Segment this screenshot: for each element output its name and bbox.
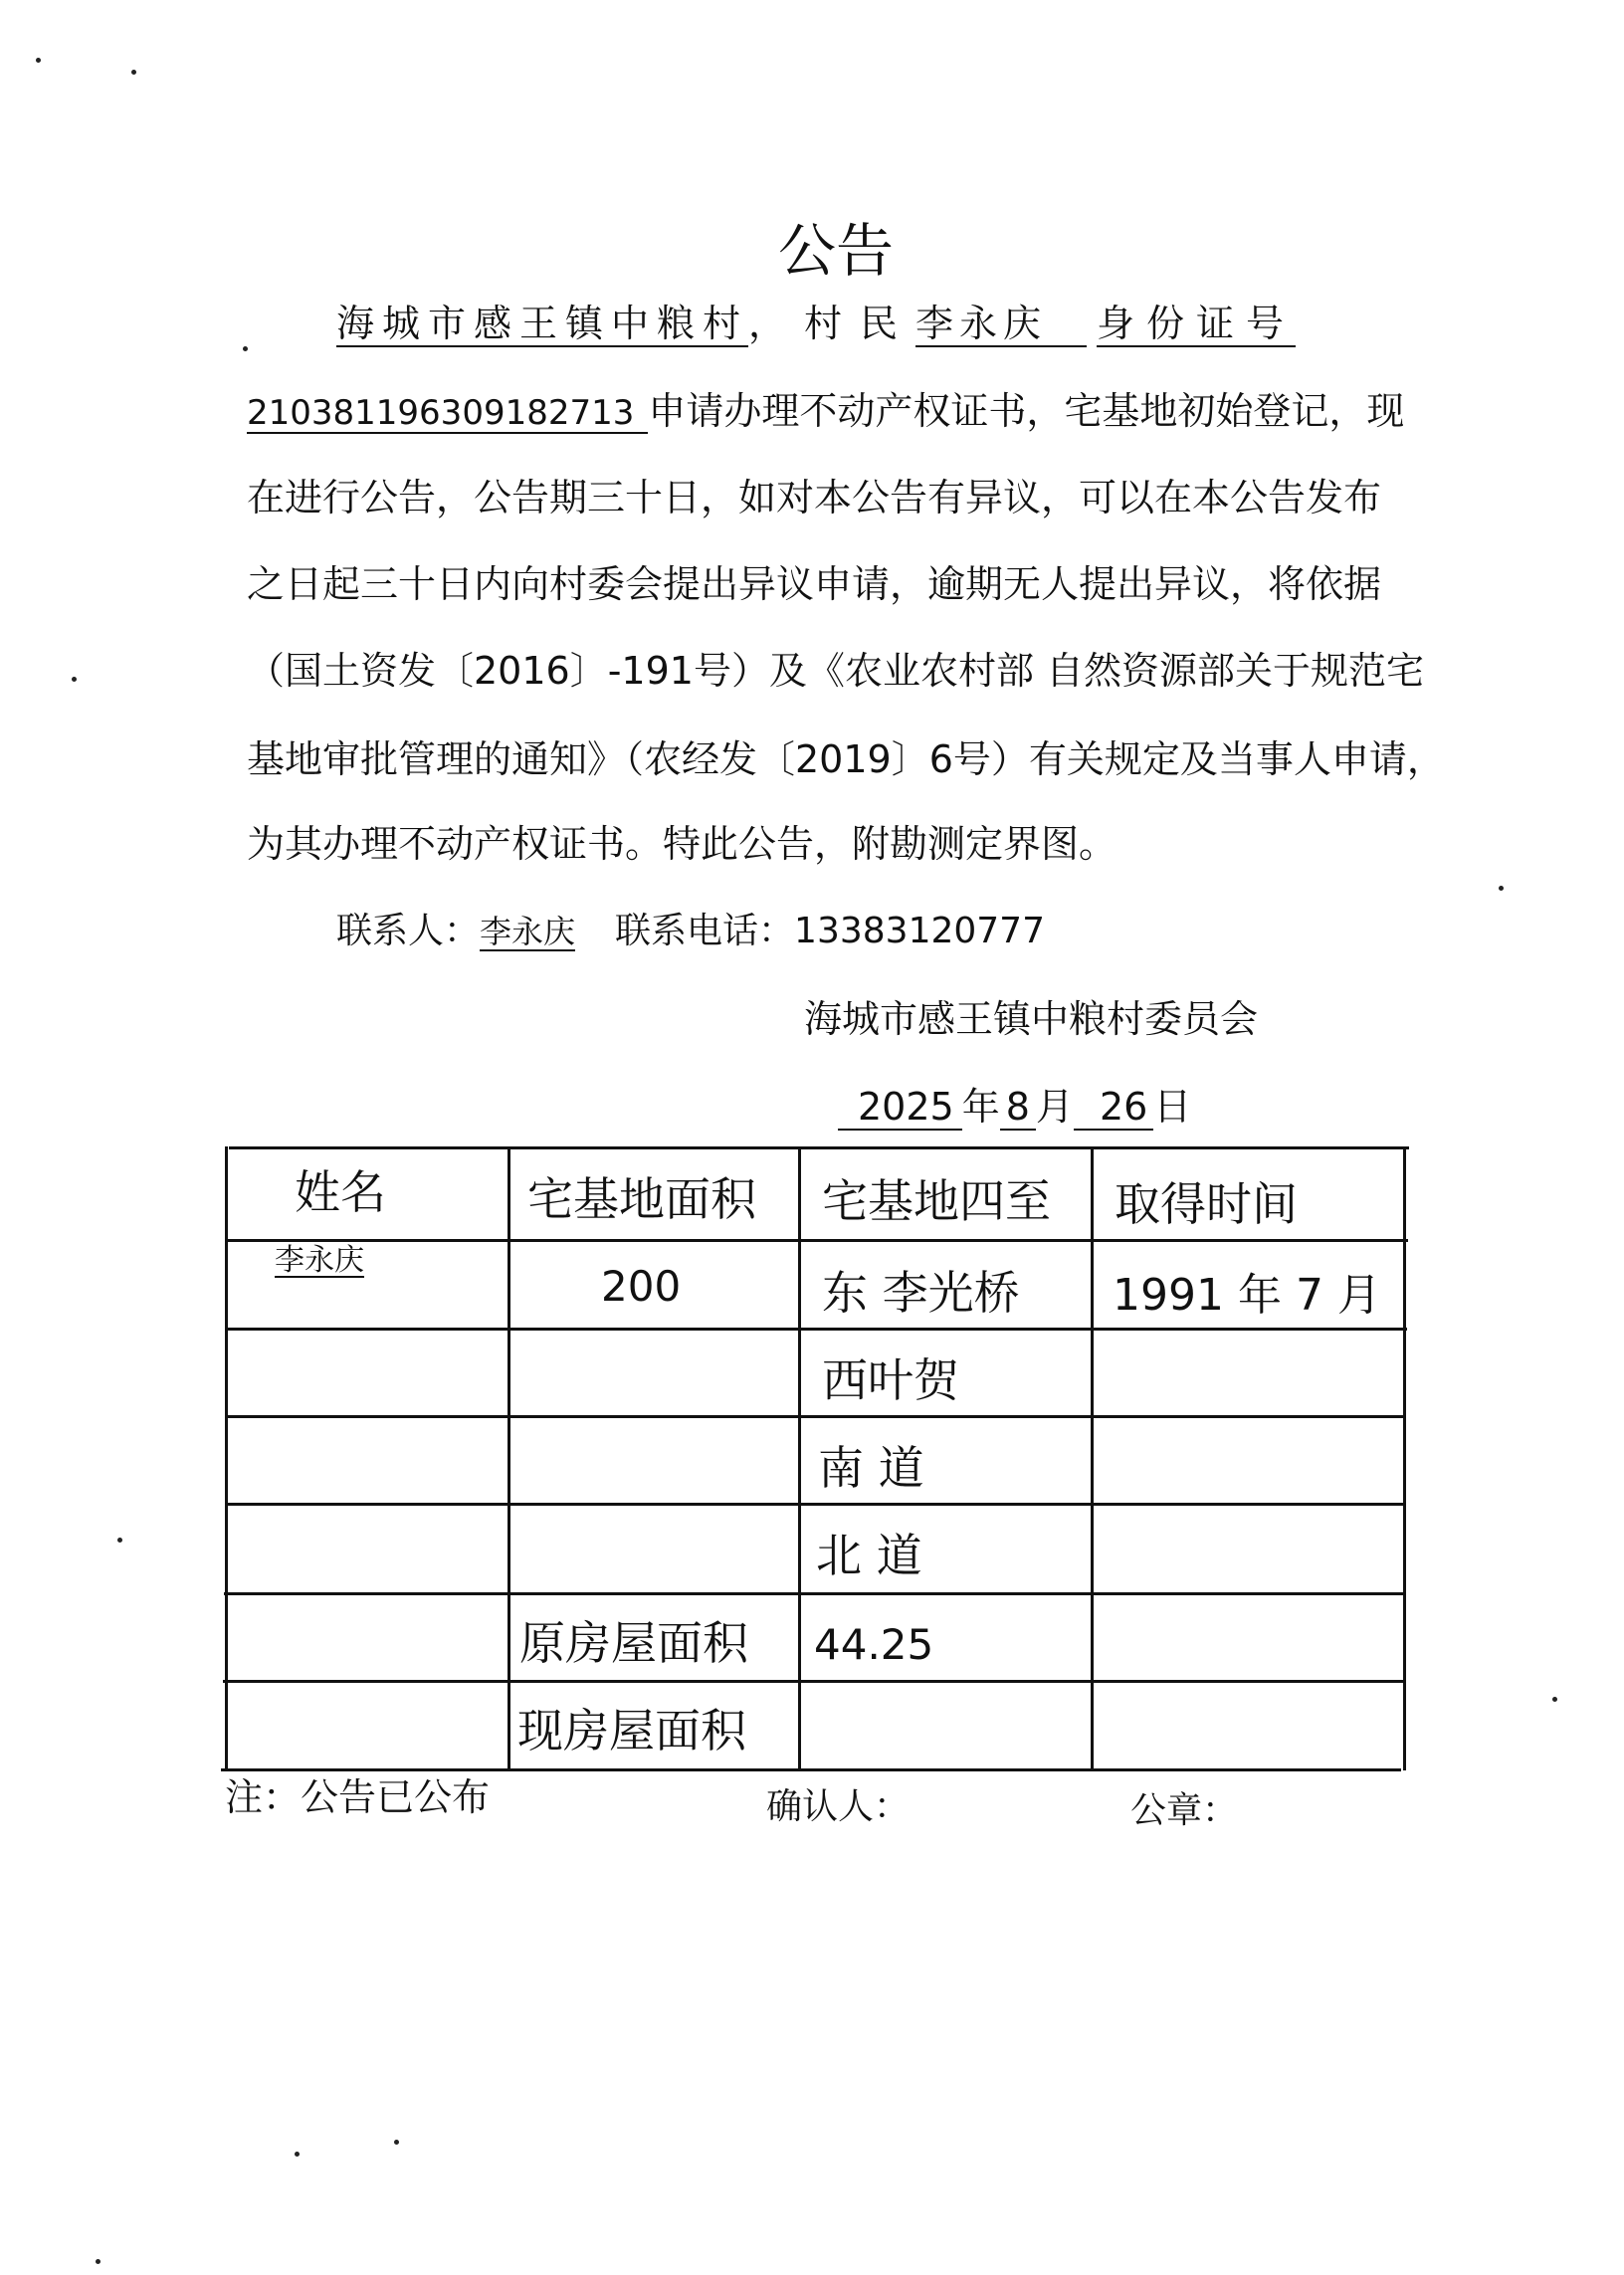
- table-rule: [224, 1592, 1404, 1595]
- scan-speck: [1552, 1697, 1557, 1702]
- phone-label: 联系电话：: [615, 911, 795, 951]
- scan-speck: [131, 70, 136, 75]
- scan-speck: [72, 677, 77, 682]
- date-year: 2025: [838, 1087, 962, 1131]
- table-rule: [798, 1146, 801, 1770]
- scan-speck: [117, 1538, 122, 1543]
- body-line-2: [247, 391, 1404, 434]
- label-current-house-area: 现房屋面积: [517, 1704, 746, 1758]
- table-border: [225, 1146, 228, 1770]
- date-month: 8: [1000, 1087, 1036, 1131]
- cell-homestead-area: 200: [601, 1262, 682, 1311]
- cell-acquired-date: 1991 年 7 月: [1113, 1270, 1381, 1321]
- cell-boundary-west: 西叶贺: [822, 1353, 959, 1407]
- header-name: 姓名: [295, 1165, 386, 1219]
- value-original-house-area: 44.25: [814, 1620, 934, 1669]
- scan-speck: [394, 2140, 399, 2145]
- table-border: [1403, 1146, 1406, 1770]
- phone-number: 13383120777: [794, 911, 1045, 951]
- table-rule: [226, 1415, 1406, 1418]
- scan-speck: [36, 58, 41, 63]
- table-border: [221, 1768, 1401, 1771]
- contact-line: [336, 912, 1045, 951]
- body-line-6: 基地审批管理的通知》（农经发〔2019〕6号）有关规定及当事人申请，: [247, 737, 1445, 781]
- body-line-7: 为其办理不动产权证书。特此公告，附勘测定界图。: [247, 822, 1117, 866]
- id-label: 身份证号: [1097, 302, 1297, 345]
- cell-boundary-north: 北 道: [816, 1529, 922, 1582]
- table-rule: [223, 1680, 1403, 1683]
- village-name: 海城市感王镇中粮村: [336, 302, 749, 345]
- scan-speck: [1499, 886, 1504, 891]
- villager-name: 李永庆: [915, 304, 1087, 347]
- header-acquired: 取得时间: [1115, 1177, 1298, 1231]
- body-line-3: 在进行公告，公告期三十日，如对本公告有异议，可以在本公告发布: [247, 476, 1382, 519]
- page-title: 公告: [777, 217, 894, 285]
- id-number: 210381196309182713: [247, 395, 648, 434]
- date-day-suffix: 日: [1153, 1085, 1192, 1129]
- table-rule: [228, 1239, 1408, 1242]
- label-original-house-area: 原房屋面积: [519, 1616, 748, 1670]
- table-rule: [227, 1328, 1407, 1331]
- cell-boundary-east: 东 李光桥: [822, 1266, 1020, 1320]
- body-line-5: （国土资发〔2016〕-191号）及《农业农村部 自然资源部关于规范宅: [247, 649, 1425, 693]
- notice-date: [838, 1087, 1191, 1131]
- table-border: [229, 1146, 1409, 1149]
- date-year-suffix: 年: [961, 1085, 1000, 1129]
- cell-owner-name: [275, 1243, 364, 1278]
- body-line-2-rest: 申请办理不动产权证书，宅基地初始登记，现: [648, 389, 1405, 433]
- scan-speck: [243, 346, 248, 351]
- confirmer-label: 确认人：: [766, 1786, 911, 1827]
- body-line-1: [336, 304, 1296, 347]
- contact-label: 联系人：: [336, 911, 481, 951]
- header-area: 宅基地面积: [527, 1172, 756, 1226]
- villager-prefix: ，村民: [748, 302, 916, 345]
- date-day: 26: [1074, 1087, 1153, 1131]
- body-line-4: 之日起三十日内向村委会提出异议申请，逾期无人提出异议，将依据: [247, 562, 1382, 606]
- owner-name: 李永庆: [275, 1243, 364, 1278]
- cell-boundary-south: 南 道: [818, 1441, 924, 1495]
- table-rule: [508, 1146, 510, 1770]
- contact-name: 李永庆: [480, 913, 576, 950]
- date-month-suffix: 月: [1035, 1085, 1074, 1129]
- scan-speck: [295, 2152, 300, 2157]
- header-boundaries: 宅基地四至: [822, 1174, 1051, 1228]
- footer-note: 注：公告已公布: [225, 1775, 491, 1819]
- table-rule: [225, 1503, 1405, 1506]
- seal-label: 公章：: [1130, 1790, 1239, 1831]
- scan-speck: [96, 2259, 101, 2264]
- issuer-name: 海城市感王镇中粮村委员会: [804, 997, 1259, 1041]
- table-rule: [1091, 1146, 1094, 1770]
